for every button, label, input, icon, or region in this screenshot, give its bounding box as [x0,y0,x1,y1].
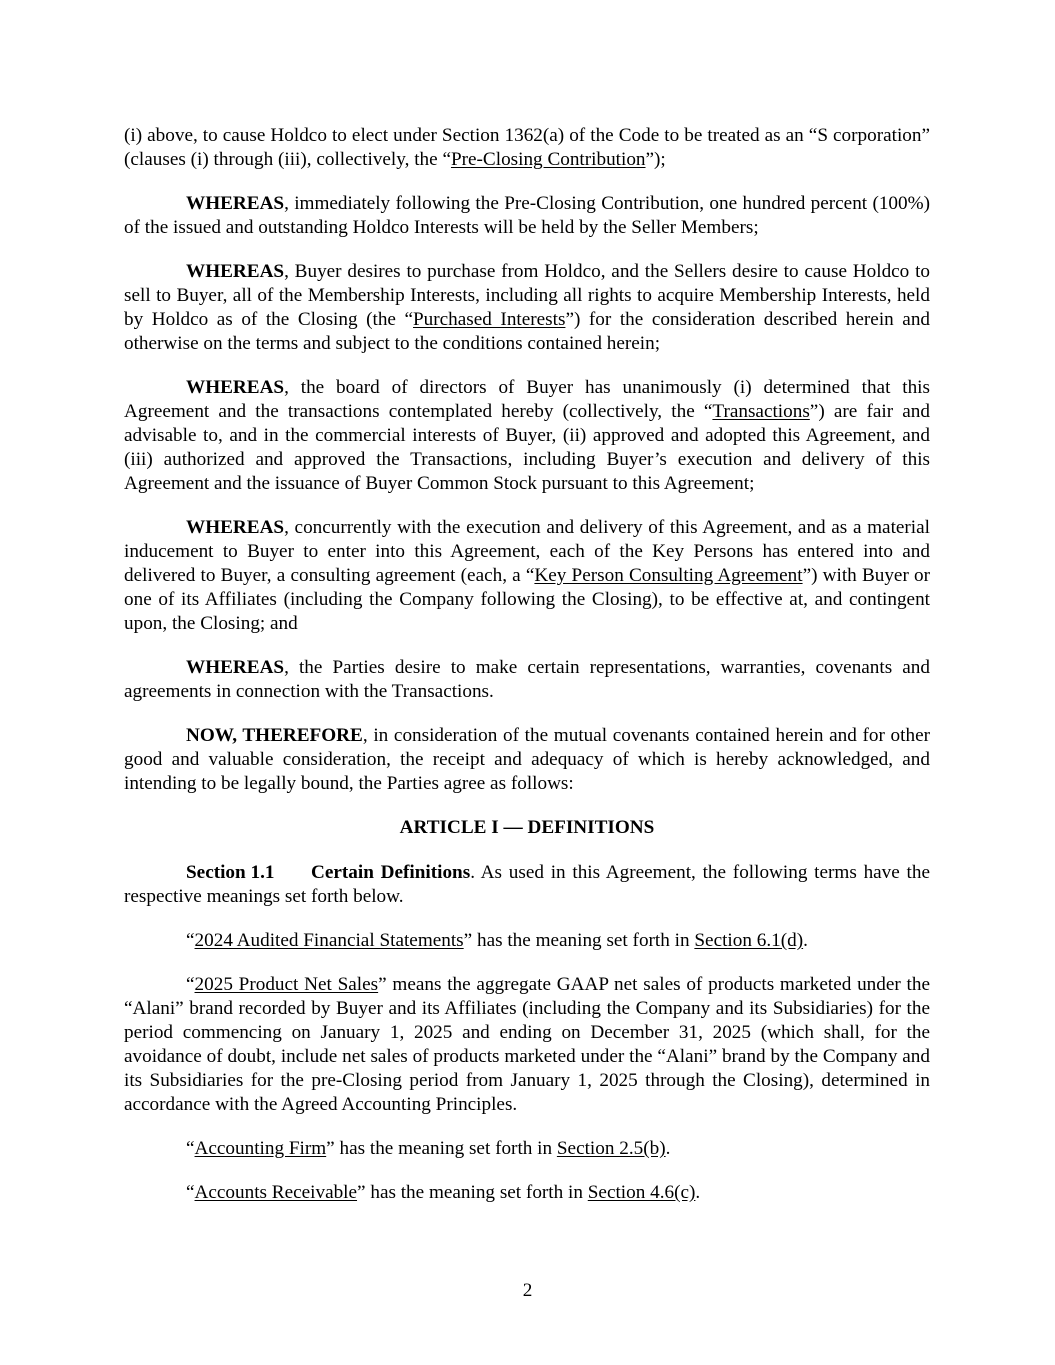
text-run: ” has the meaning set forth in [463,930,695,951]
definition-2025-product-net-sales [124,973,930,1117]
text-run: ” means the aggregate GAAP net sales of products marketed under the “Alani” brand recorded by Buyer and its Affiliates (including the Company and its Subsidiaries) for the period commencing on January 1, 2025 and ending on December 31, 2025 (which shall, for the avoidance of doubt, include net sales of products marketed under the “Alani” brand by the Company and its Subsidiaries for the pre-Closing period from January 1, 2025 through the Closing), determined in accordance with the Agreed Accounting Principles. [124,974,930,1115]
text-run: ”) for the consideration described herein and otherwise on the terms and subject to the conditions contained herein; [124,309,931,354]
paragraph-now-therefore [124,724,930,796]
document-page [124,124,930,1225]
section-number: Section 1.1 [186,862,275,883]
text-run: . As used in this Agreement, the following terms have the respective meanings set forth below. [124,862,930,907]
defined-term: Transactions [712,401,810,422]
paragraph-whereas-1 [124,192,930,240]
text-run: . [665,1138,671,1159]
section-1-1 [124,861,930,909]
paragraph-pre-closing [124,124,930,172]
text-run: , the board of directors of Buyer has unanimously (i) determined that this Agreement and the transactions contemplated hereby (collectively, the “ [124,377,930,422]
quote-mark: “ [186,1138,195,1159]
text-run: . [803,930,808,951]
definition-accounting-firm [124,1137,930,1161]
definition-accounts-receivable [124,1181,930,1205]
section-reference-link[interactable]: Section 4.6(c) [587,1182,696,1203]
defined-term: Accounts Receivable [194,1182,358,1203]
defined-term: Purchased Interests [413,309,566,330]
defined-term: Key Person Consulting Agreement [534,565,803,586]
quote-mark: “ [186,930,195,951]
section-title: Certain Definitions [311,862,471,883]
definition-2024-audited [124,929,930,953]
page-number: 2 [522,1280,533,1301]
now-therefore-label: NOW, THEREFORE [186,725,363,746]
paragraph-whereas-4 [124,516,930,636]
text-run: (i) above, to cause Holdco to elect under Section 1362(a) of the Code to be treated as an “S corporation” (clauses (i) through (iii), collectively, the “ [124,125,930,170]
text-run: ” has the meaning set forth in [357,1182,588,1203]
whereas-label: WHEREAS [186,517,285,538]
paragraph-whereas-3 [124,376,930,496]
whereas-label: WHEREAS [186,193,285,214]
paragraph-whereas-5 [124,656,930,704]
defined-term: 2025 Product Net Sales [194,974,379,995]
text-run: ” has the meaning set forth in [326,1138,557,1159]
section-reference-link[interactable]: Section 6.1(d) [694,930,804,951]
whereas-label: WHEREAS [186,377,285,398]
quote-mark: “ [186,974,195,995]
defined-term: Accounting Firm [194,1138,327,1159]
text-run: , Buyer desires to purchase from Holdco, and the Sellers desire to cause Holdco to sell to Buyer, all of the Membership Interests, including all rights to acquire Membership Interests, held by Holdco as of the Closing (the “ [124,261,930,330]
article-heading: ARTICLE I — DEFINITIONS [399,817,655,838]
whereas-label: WHEREAS [186,261,285,282]
text-run: , concurrently with the execution and delivery of this Agreement, and as a material inducement to Buyer to enter into this Agreement, each of the Key Persons has entered into and delivered to Buyer, a consulting agreement (each, a “ [124,517,930,586]
text-run: ”); [645,149,666,170]
text-run: , the Parties desire to make certain representations, warranties, covenants and agreements in connection with the Transactions. [124,657,930,702]
defined-term: Pre-Closing Contribution [450,149,646,170]
text-run: , in consideration of the mutual covenants contained herein and for other good and valuable consideration, the receipt and adequacy of which is hereby acknowledged, and intending to be legally bound, the Parties agree as follows: [124,725,930,794]
section-reference-link[interactable]: Section 2.5(b) [556,1138,666,1159]
text-run: . [695,1182,701,1203]
text-run: ”) are fair and advisable to, and in the commercial interests of Buyer, (ii) approved and adopted this Agreement, and (iii) authorized and approved the Transactions, including Buyer’s execution and delivery of this Agreement and the issuance of Buyer Common Stock pursuant to this Agreement; [124,401,930,494]
paragraph-whereas-2 [124,260,930,356]
whereas-label: WHEREAS [186,657,285,678]
text-run: , immediately following the Pre-Closing Contribution, one hundred percent (100%) of the issued and outstanding Holdco Interests will be held by the Seller Members; [124,193,930,238]
text-run: ”) with Buyer or one of its Affiliates (including the Company following the Closing), to be effective at, and contingent upon, the Closing; and [124,565,930,634]
defined-term: 2024 Audited Financial Statements [194,930,464,951]
quote-mark: “ [186,1182,195,1203]
